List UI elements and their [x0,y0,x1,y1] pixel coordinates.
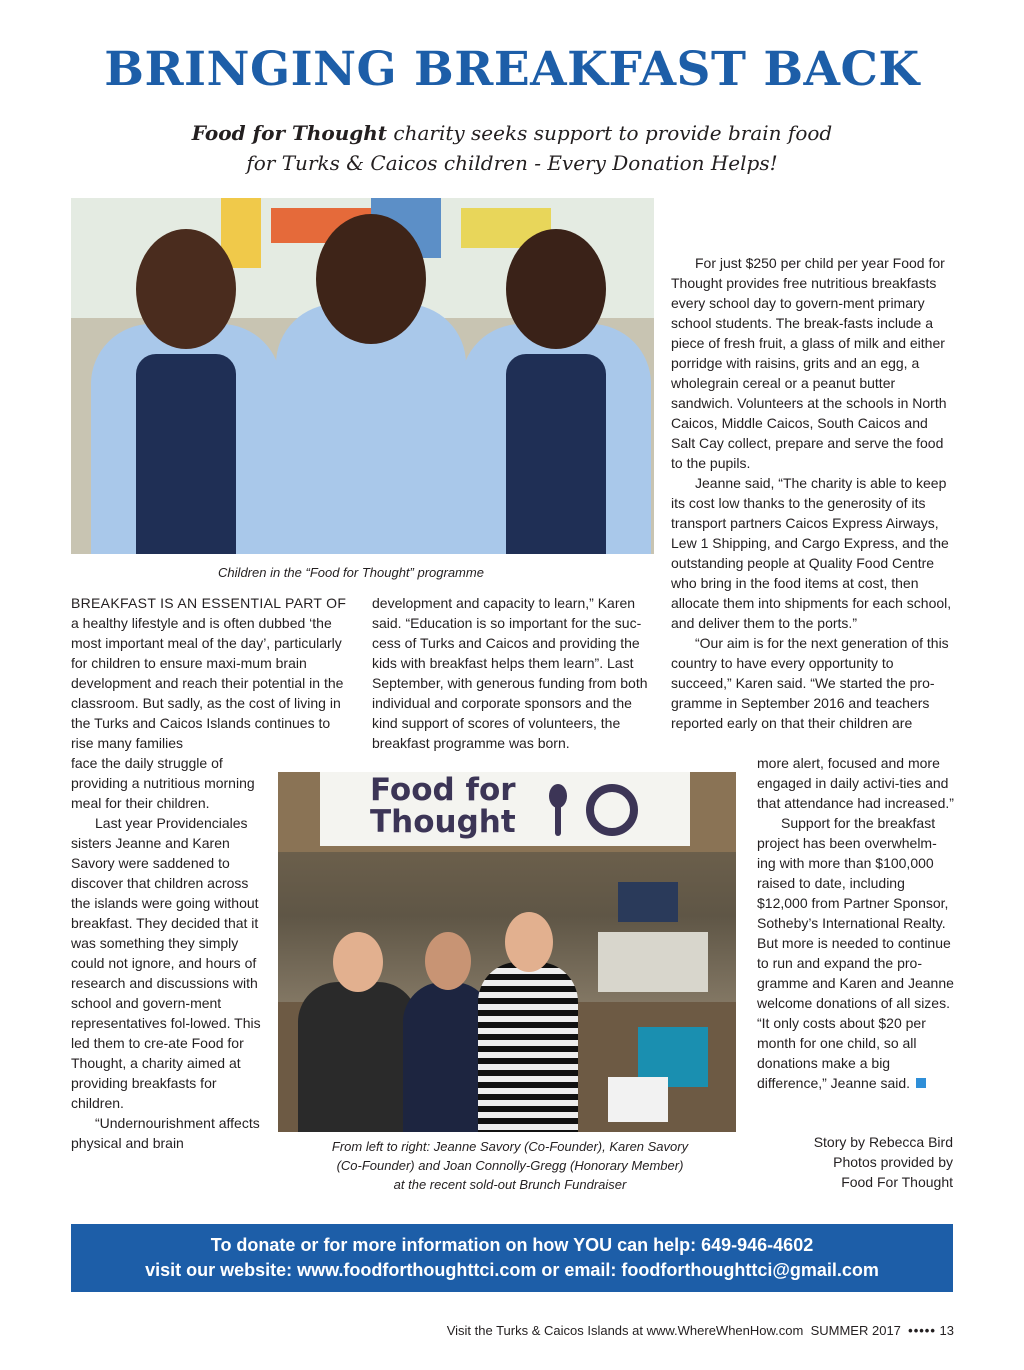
founders-photo [278,772,736,1132]
donate-box [71,1224,953,1292]
subtitle-bold: Food for Thought [191,121,388,145]
child-right-vest [506,354,606,554]
col1-p1-narrow: face the daily struggle of providing a nutritious morning meal for their children. [71,755,255,811]
footer-issue: SUMMER 2017 [810,1323,901,1338]
spoon-plate-logo-icon [540,782,660,838]
child-right-head [506,229,606,349]
donate-line2: visit our website: www.foodforthoughttci.com or email: foodforthoughttci@gmail.com [145,1260,879,1280]
child-left-vest [136,354,236,554]
footer-dots: ••••• [908,1323,936,1338]
founders-caption-line2: (Co-Founder) and Joan Connolly-Gregg (Honorary Member) [336,1158,684,1173]
col2-p1: development and capacity to learn,” Karen said. “Education is so important for the suc-cess of Turks and Caicos and providing the kids with breakfast helps them learn”. Last September, with generous funding from both individual and corporate sponsors and the kind support of scores of volunteers, the breakfast programme was born. [372,595,648,751]
woman-right-body [478,962,578,1132]
children-photo-caption: Children in the “Food for Thought” programme [218,565,484,580]
donate-line1: To donate or for more information on how YOU can help: 649-946-4602 [210,1235,814,1255]
col3-p3-wide: “Our aim is for the next generation of this country to have every opportunity to succeed,” Karen said. “We started the pro-gramme in September 2016 and teachers reported early on that their children are [671,635,949,731]
page-number: 13 [939,1323,954,1338]
article-title: BRINGING BREAKFAST BACK [104,42,920,97]
page-footer [380,1323,954,1338]
food-for-thought-banner [320,772,690,846]
woman-right [478,912,578,1132]
col3-p3-narrow: more alert, focused and more engaged in daily activi-ties and that attendance had increased.” [757,755,954,811]
column-3-wide [671,253,955,733]
subtitle-line1-rest: charity seeks support to provide brain food [387,121,833,145]
woman-left-body [298,982,418,1132]
byline-story: Story by Rebecca Bird [813,1134,953,1150]
banner-text [370,774,516,838]
column-2 [372,593,660,753]
column-1-wide [71,593,351,753]
founders-photo-caption [300,1137,720,1194]
banner-line1: Food for [370,772,516,808]
subtitle-line2: for Turks & Caicos children - Every Donation Helps! [246,151,778,175]
col3-p4: Support for the breakfast project has been overwhelm-ing with more than $100,000 raised to date, including $12,000 from Partner Sponsor, Sotheby’s International Realty. But more is needed to continue to run and expand the pro-gramme and Karen and Jeanne welcome donations of all sizes. “It only costs about $20 per month for one child, so all donations make a big difference,” Jeanne said. [757,815,954,1091]
child-left-head [136,229,236,349]
footer-text: Visit the Turks & Caicos Islands at www.WhereWhenHow.com [446,1323,804,1338]
founders-caption-line1: From left to right: Jeanne Savory (Co-Founder), Karen Savory [331,1139,689,1154]
child-left [91,224,281,554]
child-right [461,224,651,554]
article-subtitle [0,118,1024,178]
child-middle-head [316,214,426,344]
child-middle [276,214,466,554]
woman-left [298,932,418,1132]
byline-photos-source: Food For Thought [841,1174,953,1190]
col1-p1-text: a healthy lifestyle and is often dubbed ‘the most important meal of the day’, particularly for children to ensure maxi-mum brain development and reach their potential in the classroom. But sadly, as the cost of living in the Turks and Caicos Islands continues to rise many families [71,615,344,751]
founders-caption-line3: at the recent sold-out Brunch Fundraiser [393,1177,627,1192]
banner-line2: Thought [370,804,516,840]
woman-middle-head [425,932,471,990]
article-lead-in: BREAKFAST IS AN ESSENTIAL PART OF [71,595,347,611]
end-of-article-icon [916,1078,926,1088]
woman-right-head [505,912,553,972]
byline [740,1132,953,1192]
col1-p2: Last year Providenciales sisters Jeanne and Karen Savory were saddened to discover that children across the islands were going without breakfast. They decided that it was something they simply could not ignore, and hours of research and discussions with school and govern-ment representatives fol-lowed. This led them to cre-ate Food for Thought, a charity aimed at providing breakfasts for children. [71,815,261,1111]
col3-p2: Jeanne said, “The charity is able to keep its cost low thanks to the generosity of its transport partners Caicos Express Airways, Lew 1 Shipping, and Cargo Express, and the outstanding people at Quality Food Centre who bring in the food items at cost, then allocate them into shipments for each school, and deliver them to the ports.” [671,475,952,631]
column-1-narrow [71,753,261,1153]
byline-photos: Photos provided by [833,1154,953,1170]
woman-left-head [333,932,383,992]
column-3-narrow [757,753,955,1093]
col1-p3: “Undernourishment affects physical and brain [71,1115,260,1151]
children-photo [71,198,654,554]
col3-p1: For just $250 per child per year Food for Thought provides free nutritious breakfasts every school day to govern-ment primary school students. The break-fasts include a piece of fresh fruit, a glass of milk and either porridge with raisins, grits and an egg, a wholegrain cereal or a peanut butter sandwich. Volunteers at the schools in North Caicos, Middle Caicos, South Caicos and Salt Cay collect, prepare and serve the food to the pupils. [671,255,947,471]
